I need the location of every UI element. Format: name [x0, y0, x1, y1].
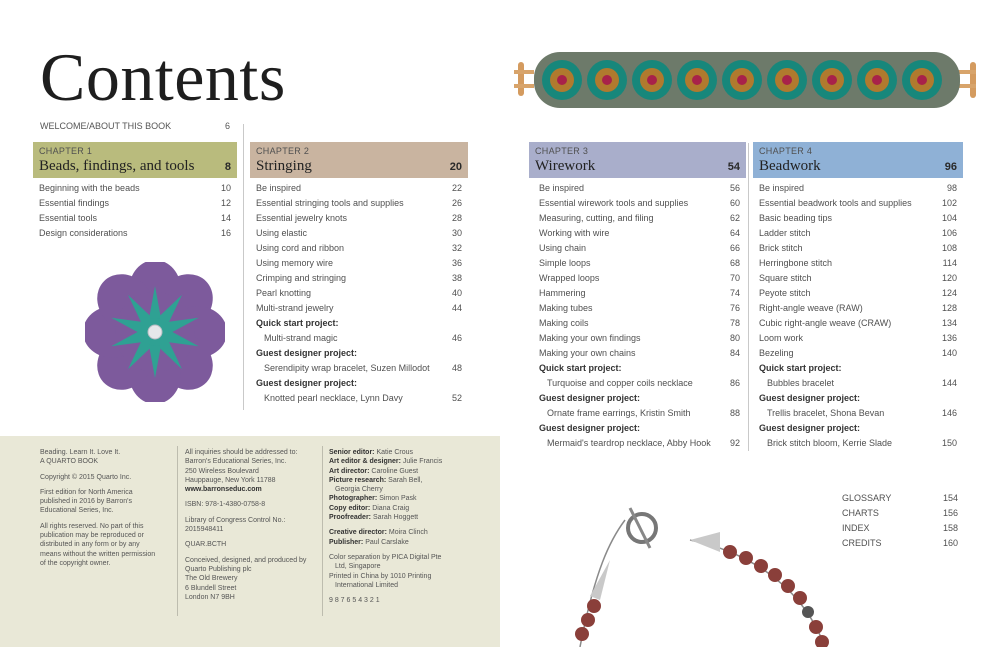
- toc-entry[interactable]: [256, 226, 462, 241]
- toc-entry[interactable]: [759, 241, 957, 256]
- toc-entry[interactable]: [539, 286, 740, 301]
- entry-text: Ornate frame earrings, Kristin Smith: [547, 408, 691, 418]
- toc-entry[interactable]: [539, 406, 740, 421]
- credit-name: Moira Clinch: [388, 529, 428, 537]
- toc-entry[interactable]: [256, 241, 462, 256]
- column-divider: [748, 143, 749, 451]
- entry-page: 60: [729, 198, 740, 208]
- toc-entry[interactable]: [759, 331, 957, 346]
- entry-text: Making coils: [539, 318, 589, 328]
- entry-page: 22: [451, 183, 462, 193]
- chapter-entries: [250, 178, 468, 406]
- entry-page: 56: [729, 183, 740, 193]
- credit-name: Julie Francis: [402, 458, 443, 466]
- toc-entry[interactable]: [759, 436, 957, 451]
- entry-page: 64: [729, 228, 740, 238]
- producer-line: Quarto Publishing plc: [185, 565, 252, 573]
- credit-role: Senior editor:: [329, 449, 375, 456]
- entry-text: Mermaid's teardrop necklace, Abby Hook: [547, 438, 711, 448]
- entry-text: Essential findings: [39, 198, 110, 208]
- toc-entry[interactable]: [539, 301, 740, 316]
- toc-entry[interactable]: [759, 346, 957, 361]
- toc-entry[interactable]: [256, 286, 462, 301]
- entry-page: 84: [729, 348, 740, 358]
- entry-text: Quick start project:: [759, 363, 842, 373]
- chapter-header[interactable]: [250, 142, 468, 178]
- toc-entry[interactable]: [842, 491, 958, 506]
- toc-entry[interactable]: [759, 226, 957, 241]
- imprint-col-2: [185, 448, 319, 608]
- toc-entry[interactable]: [759, 256, 957, 271]
- entry-page: 106: [941, 228, 957, 238]
- entry-page: 32: [451, 243, 462, 253]
- toc-entry[interactable]: [39, 181, 231, 196]
- credit-name: Sarah Bell,: [388, 476, 423, 484]
- toc-entry[interactable]: [256, 361, 462, 376]
- entry-text: Guest designer project:: [539, 423, 641, 433]
- entry-page: 92: [729, 438, 740, 448]
- entry-page: 36: [451, 258, 462, 268]
- chapter-entries: [753, 178, 963, 451]
- toc-entry[interactable]: [759, 271, 957, 286]
- chapter-entries: [529, 178, 746, 451]
- imprint-divider: [322, 446, 323, 616]
- toc-entry[interactable]: [39, 226, 231, 241]
- credit-name: Caroline Guest: [371, 467, 419, 475]
- welcome-label: WELCOME/ABOUT THIS BOOK: [40, 121, 172, 131]
- toc-entry[interactable]: [539, 436, 740, 451]
- toc-entry[interactable]: [759, 181, 957, 196]
- toc-entry[interactable]: [759, 286, 957, 301]
- entry-page: 66: [729, 243, 740, 253]
- entry-text: Peyote stitch: [759, 288, 811, 298]
- entry-text: Pearl knotting: [256, 288, 312, 298]
- entry-text: Trellis bracelet, Shona Bevan: [767, 408, 885, 418]
- entry-page: 78: [729, 318, 740, 328]
- entry-heading: [256, 316, 462, 331]
- inquiry-line: Hauppauge, New York 11788: [185, 476, 276, 484]
- entry-page: 108: [941, 243, 957, 253]
- toc-entry[interactable]: [539, 346, 740, 361]
- loc-label: Library of Congress Control No.:: [185, 516, 286, 524]
- entry-page: 44: [451, 303, 462, 313]
- toc-entry[interactable]: [842, 506, 958, 521]
- welcome-entry[interactable]: [40, 121, 230, 131]
- entry-text: Ladder stitch: [759, 228, 811, 238]
- welcome-page: 6: [224, 121, 230, 131]
- chapter-page: 54: [727, 161, 740, 173]
- chapter-title: Stringing: [256, 158, 312, 174]
- entry-page: 52: [451, 393, 462, 403]
- printing-line: Printed in China by 1010 Printing: [329, 572, 432, 580]
- toc-entry[interactable]: [759, 406, 957, 421]
- chapter-header[interactable]: [33, 142, 237, 178]
- chapter-entries: [33, 178, 237, 241]
- website-link[interactable]: www.barronseduc.com: [185, 486, 262, 494]
- entry-text: Brick stitch bloom, Kerrie Slade: [767, 438, 893, 448]
- rights-line: publication may be reproduced or: [40, 532, 144, 540]
- entry-page: 16: [220, 228, 231, 238]
- toc-entry[interactable]: [256, 391, 462, 406]
- toc-entry[interactable]: [256, 271, 462, 286]
- chapter-title: Wirework: [535, 158, 596, 174]
- credit-name: Georgia Cherry: [335, 486, 383, 494]
- entry-text: Quick start project:: [256, 318, 339, 328]
- entry-text: Simple loops: [539, 258, 591, 268]
- toc-entry[interactable]: [256, 331, 462, 346]
- chapter-2: [250, 142, 468, 406]
- entry-text: Multi-strand magic: [264, 333, 338, 343]
- entry-page: 88: [729, 408, 740, 418]
- entry-text: Using chain: [539, 243, 587, 253]
- credit-role: Art editor & designer:: [329, 458, 401, 466]
- rights-line: of the copyright owner.: [40, 559, 111, 567]
- credit-role: Publisher:: [329, 538, 364, 546]
- isbn: ISBN: 978-1-4380-0758-8: [185, 501, 266, 509]
- entry-text: Brick stitch: [759, 243, 803, 253]
- entry-text: Cubic right-angle weave (CRAW): [759, 318, 892, 328]
- entry-page: 40: [451, 288, 462, 298]
- entry-text: Hammering: [539, 288, 586, 298]
- entry-heading: [256, 346, 462, 361]
- producer-line: London N7 9BH: [185, 593, 235, 601]
- separation-line: Ltd, Singapore: [335, 563, 381, 571]
- back-matter: [842, 491, 958, 551]
- toc-entry[interactable]: [759, 316, 957, 331]
- loc-number: 2015948411: [185, 526, 224, 534]
- inquiry-line: 250 Wireless Boulevard: [185, 467, 259, 475]
- bracelet-image: [512, 40, 982, 120]
- toc-entry[interactable]: [539, 376, 740, 391]
- credit-name: Katie Crous: [376, 449, 414, 456]
- entry-text: Wrapped loops: [539, 273, 600, 283]
- chapter-title: Beads, findings, and tools: [39, 158, 195, 174]
- chapter-title: Beadwork: [759, 158, 821, 174]
- entry-heading: [539, 421, 740, 436]
- credit-role: Proofreader:: [329, 514, 372, 522]
- rights-line: distributed in any form or by any: [40, 541, 140, 549]
- chapter-label: CHAPTER 1: [39, 146, 93, 156]
- toc-entry[interactable]: [256, 211, 462, 226]
- credit-role: Art director:: [329, 467, 370, 475]
- toc-entry[interactable]: [539, 211, 740, 226]
- entry-text: Design considerations: [39, 228, 128, 238]
- entry-text: Quick start project:: [539, 363, 622, 373]
- credit-role: Picture research:: [329, 476, 387, 484]
- entry-text: Essential beadwork tools and supplies: [759, 198, 912, 208]
- separation-line: Color separation by PICA Digital Pte: [329, 553, 442, 561]
- entry-text: CREDITS: [842, 538, 882, 548]
- entry-text: Guest designer project:: [256, 348, 358, 358]
- chapter-3: [529, 142, 746, 451]
- toc-entry[interactable]: [759, 376, 957, 391]
- toc-entry[interactable]: [256, 256, 462, 271]
- entry-text: Essential tools: [39, 213, 98, 223]
- entry-text: Measuring, cutting, and filing: [539, 213, 654, 223]
- entry-heading: [539, 361, 740, 376]
- toc-entry[interactable]: [539, 226, 740, 241]
- toc-entry[interactable]: [539, 271, 740, 286]
- entry-text: Using memory wire: [256, 258, 334, 268]
- entry-text: Guest designer project:: [256, 378, 358, 388]
- entry-page: 14: [220, 213, 231, 223]
- entry-text: Bubbles bracelet: [767, 378, 835, 388]
- entry-heading: [539, 391, 740, 406]
- entry-page: 144: [941, 378, 957, 388]
- imprint-name: A QUARTO BOOK: [40, 458, 99, 466]
- toc-entry[interactable]: [256, 301, 462, 316]
- entry-text: Serendipity wrap bracelet, Suzen Millodot: [264, 363, 430, 373]
- entry-text: Essential wirework tools and supplies: [539, 198, 689, 208]
- entry-page: 74: [729, 288, 740, 298]
- credit-name: Paul Carslake: [365, 538, 409, 546]
- entry-page: 150: [941, 438, 957, 448]
- entry-page: 160: [942, 538, 958, 548]
- entry-page: 156: [942, 508, 958, 518]
- rights-line: means without the written permission: [40, 550, 156, 558]
- chapter-1: [33, 142, 237, 241]
- entry-text: Beginning with the beads: [39, 183, 140, 193]
- entry-text: Bezeling: [759, 348, 794, 358]
- toc-entry[interactable]: [539, 316, 740, 331]
- entry-page: 146: [941, 408, 957, 418]
- entry-page: 62: [729, 213, 740, 223]
- chapter-header[interactable]: [529, 142, 746, 178]
- toc-entry[interactable]: [256, 196, 462, 211]
- imprint-col-3: [329, 448, 494, 611]
- toc-entry[interactable]: [539, 256, 740, 271]
- entry-page: 114: [942, 258, 957, 268]
- chapter-label: CHAPTER 4: [759, 146, 813, 156]
- entry-page: 46: [451, 333, 462, 343]
- rights-line: All rights reserved. No part of this: [40, 522, 144, 530]
- entry-page: 12: [220, 198, 231, 208]
- inquiry-line: Barron's Educational Series, Inc.: [185, 458, 287, 466]
- chapter-page: 20: [449, 161, 462, 173]
- print-run: 9 8 7 6 5 4 3 2 1: [329, 597, 380, 605]
- entry-text: Turquoise and copper coils necklace: [547, 378, 693, 388]
- entry-page: 10: [220, 183, 231, 193]
- toc-entry[interactable]: [539, 196, 740, 211]
- entry-text: Basic beading tips: [759, 213, 833, 223]
- tagline: Beading. Learn It. Love It.: [40, 449, 121, 456]
- entry-page: 124: [941, 288, 957, 298]
- entry-text: Essential stringing tools and supplies: [256, 198, 404, 208]
- toc-entry[interactable]: [759, 211, 957, 226]
- entry-page: 30: [451, 228, 462, 238]
- necklace-image: [570, 500, 830, 647]
- entry-text: GLOSSARY: [842, 493, 892, 503]
- entry-heading: [759, 421, 957, 436]
- entry-page: 76: [729, 303, 740, 313]
- copyright: Copyright © 2015 Quarto Inc.: [40, 473, 132, 481]
- imprint-divider: [177, 446, 178, 616]
- entry-text: Be inspired: [256, 183, 302, 193]
- entry-text: Guest designer project:: [759, 423, 861, 433]
- chapter-label: CHAPTER 2: [256, 146, 310, 156]
- entry-page: 38: [451, 273, 462, 283]
- producer-line: The Old Brewery: [185, 575, 238, 583]
- producer-line: 6 Blundell Street: [185, 584, 237, 592]
- toc-entry[interactable]: [539, 331, 740, 346]
- entry-text: Multi-strand jewelry: [256, 303, 334, 313]
- entry-page: 98: [946, 183, 957, 193]
- chapter-header[interactable]: [753, 142, 963, 178]
- entry-page: 28: [451, 213, 462, 223]
- toc-entry[interactable]: [256, 181, 462, 196]
- catalog-code: QUAR.BCTH: [185, 541, 227, 549]
- toc-entry[interactable]: [39, 196, 231, 211]
- entry-page: 80: [729, 333, 740, 343]
- entry-heading: [759, 391, 957, 406]
- entry-page: 48: [451, 363, 462, 373]
- entry-page: 140: [941, 348, 957, 358]
- entry-text: Be inspired: [759, 183, 805, 193]
- entry-text: Guest designer project:: [759, 393, 861, 403]
- entry-page: 104: [941, 213, 957, 223]
- entry-page: 86: [729, 378, 740, 388]
- entry-text: Using elastic: [256, 228, 308, 238]
- beaded-flower-image: [85, 262, 225, 402]
- producer-line: Conceived, designed, and produced by: [185, 556, 307, 564]
- edition-line: published in 2016 by Barron's: [40, 498, 133, 506]
- toc-entry[interactable]: [539, 181, 740, 196]
- toc-entry[interactable]: [842, 521, 958, 536]
- toc-entry[interactable]: [39, 211, 231, 226]
- entry-text: Loom work: [759, 333, 804, 343]
- entry-page: 158: [942, 523, 958, 533]
- chapter-4: [753, 142, 963, 451]
- entry-text: Square stitch: [759, 273, 812, 283]
- credit-name: Sarah Hoggett: [372, 514, 419, 522]
- entry-text: Making tubes: [539, 303, 593, 313]
- chapter-page: 8: [224, 161, 231, 173]
- entry-heading: [256, 376, 462, 391]
- toc-entry[interactable]: [759, 301, 957, 316]
- entry-text: Crimping and stringing: [256, 273, 347, 283]
- entry-page: 102: [941, 198, 957, 208]
- edition-line: First edition for North America: [40, 488, 133, 496]
- entry-page: 154: [942, 493, 958, 503]
- entry-text: Working with wire: [539, 228, 610, 238]
- entry-page: 68: [729, 258, 740, 268]
- entry-text: Making your own findings: [539, 333, 641, 343]
- entry-text: CHARTS: [842, 508, 879, 518]
- credit-name: Diana Craig: [372, 504, 410, 512]
- entry-page: 26: [451, 198, 462, 208]
- credit-role: Creative director:: [329, 529, 387, 537]
- entry-page: 136: [941, 333, 957, 343]
- chapter-label: CHAPTER 3: [535, 146, 589, 156]
- entry-text: Knotted pearl necklace, Lynn Davy: [264, 393, 403, 403]
- toc-entry[interactable]: [539, 241, 740, 256]
- entry-text: Using cord and ribbon: [256, 243, 345, 253]
- entry-text: Making your own chains: [539, 348, 636, 358]
- inquiry-line: All inquiries should be addressed to:: [185, 449, 298, 456]
- printing-line: International Limited: [335, 581, 399, 589]
- entry-text: Herringbone stitch: [759, 258, 833, 268]
- column-divider: [243, 124, 244, 410]
- entry-text: Essential jewelry knots: [256, 213, 348, 223]
- entry-text: Right-angle weave (RAW): [759, 303, 863, 313]
- page-title: Contents: [40, 39, 286, 115]
- entry-text: Be inspired: [539, 183, 585, 193]
- entry-page: 128: [941, 303, 957, 313]
- toc-entry[interactable]: [759, 196, 957, 211]
- entry-heading: [759, 361, 957, 376]
- entry-page: 134: [941, 318, 957, 328]
- edition-line: Educational Series, Inc.: [40, 507, 114, 515]
- entry-text: INDEX: [842, 523, 870, 533]
- credit-role: Copy editor:: [329, 504, 371, 512]
- credit-role: Photographer:: [329, 495, 378, 503]
- credit-name: Simon Pask: [379, 495, 417, 503]
- imprint-col-1: [40, 448, 174, 574]
- entry-page: 70: [729, 273, 740, 283]
- chapter-page: 96: [944, 161, 957, 173]
- entry-text: Guest designer project:: [539, 393, 641, 403]
- toc-entry[interactable]: [842, 536, 958, 551]
- entry-page: 120: [941, 273, 957, 283]
